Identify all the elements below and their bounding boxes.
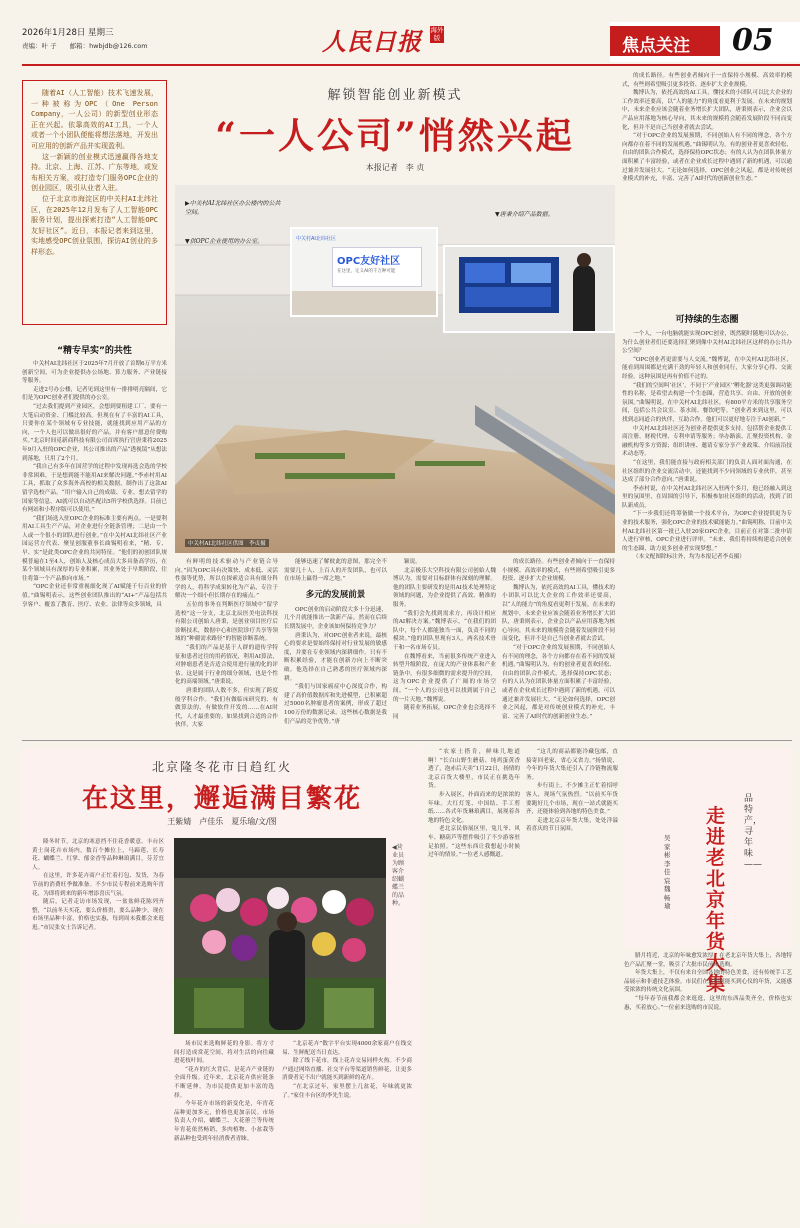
paragraph: 的成长路径。有些创业者倾向于一直保持小规模、高效率的模式，有些则希望吸引更多投资、逐步扩大企业规模。 bbox=[502, 559, 615, 583]
paragraph: 随后，记者走访市场发现，一盆盆鲜花陈列齐整，“以前冬天买花，要么价格贵，要么品种少。现在市场里品种丰富，价格也实惠，每到周末我都会来逛逛。”市民张女士告诉记者。 bbox=[32, 899, 164, 931]
paragraph: “我们场选入驻OPC企业的标准主要有两点。一是要利用AI工具生产产品，对企业进行全链条管理；二是由一个人或一个很小的团队进行创业。”在中关村AI北纬社区产业园运营方代表、聚星创服董事长曲锡明看来，“精、专、早、实”是此类OPC企业的共同特征。“他们的初创团队规模普遍在1至4人，创始人及核心成员大多具备高学历，在某个领域具有深厚的专业积累，其业务处于早期阶段，往往将第一个产品推向市场。” bbox=[22, 515, 167, 582]
section-tag bbox=[610, 26, 720, 56]
display-screen bbox=[459, 257, 559, 313]
presenter-figure bbox=[573, 265, 595, 333]
paragraph: 场市民来选购鲜花的身影。将方寸间打造成赏花空间，将对生活的向往藏进花枝叶间。 bbox=[174, 1041, 274, 1065]
section-banner bbox=[610, 22, 800, 62]
section-label: 焦点关注 bbox=[622, 36, 690, 56]
flower-stall-illustration bbox=[174, 838, 386, 1034]
section-heading: “精专早实”的共性 bbox=[57, 346, 132, 356]
feature-byline: 王紫婧 卢佳乐 夏乐瑜/文/图 bbox=[167, 817, 277, 826]
paragraph: （本文配图除标注外，均为本报记者李贞摄） bbox=[633, 554, 745, 561]
market-kicker: 品特产，寻年味—— bbox=[744, 794, 763, 870]
summary-box bbox=[22, 80, 167, 325]
paragraph: 中关村AI北纬社区于2025年7月开放了首期6万平方米创新空间，可为企业提供办公场地、算力服务、产业链接等服务。 bbox=[22, 361, 167, 385]
paragraph: “北京花卉”数字平台实现4000余家商户在线交易、生鲜配送当日直达。 bbox=[282, 1041, 412, 1056]
feature-title: 在这里，邂逅满目繁花 bbox=[81, 784, 362, 814]
paragraph: “花卉的红火背后，是花卉产业链的全面升级。近年来，北京花卉供应链条不断延伸，为市民提供更加丰富的选择。 bbox=[174, 1066, 274, 1099]
logo-text: 人民日报 bbox=[322, 27, 422, 56]
paragraph: 唐秉认为，对OPC创业者来说，最核心的要求是要始终保持对行业发展的敏感度，并要在专业领域内深耕细作。只有不断积累经验，才能在创新方向上不断突破。他选择在自己熟悉的医疗领域内深耕。 bbox=[284, 632, 387, 682]
paragraph: 能够迅速了解彼此的意图，那完全不需要几十人、上百人的开发团队，也可以在市场上赢得一席之地。” bbox=[284, 559, 387, 583]
summary-paragraph: 位于北京市海淀区的中关村AI北纬社区，在2025年12月发布了人工智能OPC服务计划，提出探索打造“人工智能OPC友好社区”。近日，本报记者来到这里，实地感受OPC创业氛围，探访AI创业的多样形态。 bbox=[31, 194, 158, 256]
lead-column-5 bbox=[502, 558, 615, 732]
paragraph: 隆冬时节，北京的寒意挡不住花香暖意。丰台区黄土岗花卉市场内，数百个摊位上，马蹄莲、长寿花、蝴蝶兰、红掌、郁金香等品种琳琅满目，芬芳宜人。 bbox=[32, 839, 164, 871]
feature-column-1 bbox=[32, 838, 164, 1218]
paragraph: 李赤村说，在中关村AI北纬社区入驻两个多月，他已经融入到这里的氛围里，在周围的引导下，积极参加社区组织的活动，找到了团队新成员。 bbox=[622, 485, 792, 509]
paragraph: 步行街上，不少摊主正忙着招呼客人，现场气氛热烈。“以前买年货要跑好几个市场，现在一站式就能买齐，还能体验到各地的特色美食。” bbox=[526, 783, 618, 816]
photo-caption-3: ▼唐秉介绍产品数据。 bbox=[495, 211, 554, 218]
paragraph: 步入展区，扑面而来的是浓浓的年味。大红灯笼、中国结、手工剪纸……各式年货琳琅满目，展现着各地的特色文化。 bbox=[428, 791, 520, 824]
paragraph: 唐秉的团队人数不多，但实现了跨度般学科合作。“我们有做临床研究的、有做算法的、有做软件开发的……在AI时代，人才最重要的。如果找到合适的合作伙伴，大家 bbox=[175, 687, 278, 729]
paragraph: 走进北京京年货大集，处处洋溢着喜庆的节日氛围。 bbox=[526, 817, 618, 833]
byline: 本报记者 李 贞 bbox=[365, 163, 425, 172]
newspaper-logo bbox=[322, 22, 472, 56]
paragraph: “农家土搭肯，鲜味儿地道啊！”长白山野生蘑菇、纯鸡蛋黄香透了，泡赤后天卖“1月22日，扬情的北京百货大楼里，市民正在挑选年货。 bbox=[428, 749, 520, 790]
headline-title: “一人公司”悄然兴起 bbox=[215, 115, 575, 157]
paragraph: 在这里，许多花卉商户正忙着打包、发货，为春节前的消费旺季做准备。不少市民专程前来选购年宵花，为即将到来的新年增添喜庆气氛。 bbox=[32, 873, 164, 897]
paragraph: “我们会先找到需求方，再设计相应的AI解决方案。”魏博表示，“在我们的团队中，每个人都能独当一面，负责不同的模块。”他的团队里现有3人，两名技术骨干和一名市场专员。 bbox=[393, 610, 496, 651]
paragraph: “这儿的商品都能冷藏包邮，直接寄回老家，省心又省力。”扬情说，今年的年货大集还引入了冷链物流服务。 bbox=[526, 749, 618, 781]
paragraph: “我自己有多年在国营学的过程中发现再选会选的学校非常困难，于是想到能不能用AI来解决问题。”李赤村用AI工具，抓取了众多海外高校的相关数据，制作出了这款AI留学选校产品。“用户输入自己的成绩、专业、想去留学的国家等信息，AI就可以自动匹配出5所学校供选择。目前已有网站和小程序版可以使用。” bbox=[22, 464, 167, 514]
screen-tagline: 在这里，定义AI的千万种可能 bbox=[337, 269, 396, 274]
masthead-rule bbox=[22, 64, 800, 66]
paragraph: 五位的事务在判断医疗领域中“留学选校”这一分支，北京北辰医美电法科技有限公司创始人唐秉，是创业项目医疗后诊断技术，数据中心和医院诊疗共享等领域的“种疆需求路径”的智能诊断系统。 bbox=[175, 601, 278, 643]
market-column-3 bbox=[624, 952, 792, 1224]
paragraph: 中关村AI北纬社区还为创业者提供更多支持，包括帮企业提供工商注册、财税代理、专利申请等服务；举办路演、汇聚投资机构、金融机构等多方资源；组织讲座、邀请专家分享产业政策、介绍前沿技术动态等。 bbox=[622, 425, 792, 458]
market-column-1 bbox=[428, 748, 520, 1224]
photo-credit: 中关村AI北纬社区供图 李贞摄 bbox=[185, 539, 269, 547]
paragraph: 一个人，一台电脑就能实现OPC创业，既然随时随地可以办公，为什么创业者们还要选择汇聚到像中关村AI北纬社区这样的办公共办公空间？ bbox=[622, 331, 792, 355]
lead-headline bbox=[175, 80, 615, 180]
paragraph: OPC创业的启动阶段大多十分迅速，几个月就能推出一款新产品。然而在后续长期发展中，企业该如何保持竞争力？ bbox=[284, 606, 387, 630]
summary-paragraph: 随着AI（人工智能）技术飞速发展，一种被称为OPC（One Person Company，一人公司）的新型创业形态正在兴起。依靠高效的AI工具，一个人或者一个小团队便能将想法落地，开发出可应用的创新产品并实现盈利。 bbox=[31, 89, 158, 150]
lead-photo bbox=[175, 185, 615, 553]
market-title: 走进老北京年货大集 bbox=[706, 805, 726, 995]
feature-story-panel bbox=[22, 748, 422, 1224]
lead-column-2 bbox=[175, 558, 278, 732]
paragraph: 颖说。 bbox=[404, 559, 421, 565]
feature-column-2 bbox=[174, 1040, 274, 1218]
kicker: 解锁智能创业新模式 bbox=[327, 88, 463, 103]
paragraph: 在魏博看来，当前很多传统产业进入转型升级阶段，在庞大的产业体系和产业链条中，有很多细微的需求提升的空间，这为OPC企业提供了广阔的市场空间。“一个人的公司也可以找到属于自己的一片天地。”魏博说。 bbox=[393, 653, 496, 703]
paragraph: “对于OPC企业的发展预期，不同创始人有不同的理念，各个方向都存在着不同的发展机遇。”曲锡明认为，有的创业者更喜欢轻松、自由的团队合作模式，选择保持OPC状态；有的人认为在团队体量方面积累了丰富经验，或者在企业成长过程中遇到了新的机遇，可以通过兼并发展壮大。“无论如何选择，OPC创业之风起，都是对传统创业模式的补充，丰富、完善了AI时代的创新创业生态。” bbox=[622, 133, 792, 183]
lead-column-4 bbox=[393, 558, 496, 732]
flower-photo-caption: ◀营业员为顾客介绍蝴蝶兰的品种。 bbox=[392, 844, 405, 907]
paragraph: 的成长路径。有些创业者倾向于一直保持小规模、高效率的模式，有些则希望吸引更多投资、逐步扩大企业规模。 bbox=[622, 73, 792, 88]
inset-photo-office bbox=[290, 227, 438, 317]
feature-kicker: 北京隆冬花市日趋红火 bbox=[151, 760, 292, 774]
page-number: 05 bbox=[732, 23, 774, 58]
paragraph: “OPC创业者更需要与人交流。”魏博说，在中关村AI北纬社区，能看到周围都是充满干劲的年轻人和创业同行，大家分享心得、交流经验。这种氛围是再有价值不过的。 bbox=[622, 356, 792, 380]
photo-caption-2: ▼供OPC企业使用的办公室。 bbox=[185, 238, 264, 245]
summary-paragraph: 这一新颖的创业模式迅速赢得各地支持。北京、上海、江苏、广东等地，或发布相关方案，或打造专门服务OPC企业的创业园区，吸引从业者入驻。 bbox=[31, 152, 158, 193]
paragraph: 有鲜明的技术驱动与产业链合导向。”因为OPC具有决策快、成本低、灵活性强等优势，所以在探索适合具有细分科学的人，将科学成果转化为产品，专注于解决一个细小但长期存在的痛点。” bbox=[175, 559, 278, 600]
paragraph: 走进2号办公楼，记者见到这里有一排排明亮隔间，它们是为OPC创业者们提供的办公室。 bbox=[22, 386, 167, 402]
paragraph: “我们与国家癌症中心深度合作，构建了高价值数据库和先进模型，已积累超过5000名肿瘤患者的案例，形成了超过100万份的数据记录。这些核心数据是我们产品的竞争优势。”唐 bbox=[284, 684, 387, 725]
editor-line: 责编：叶 子 邮箱：hwbjdb@126.com bbox=[22, 42, 148, 50]
paragraph: 除了线下花市，线上花卉交易同样火热。不少商户通过网络直播、社交平台等渠道销售鲜花，让更多消费者足不出户就能买到新鲜的花卉。 bbox=[282, 1058, 412, 1082]
lead-column-6-top bbox=[622, 72, 792, 300]
story-divider bbox=[22, 740, 792, 741]
paragraph: 年货大集上，不仅有来自全国各地的特色美食，还有传统手工艺品展示和非遗技艺体验。市民们在这里既能买到心仪的年货，又能感受浓浓的传统文化氛围。 bbox=[624, 970, 792, 994]
paragraph: “我们的产品是基于人群的遗传学特征和患者过往的用药情况，利用AI算法，对肿瘤患者是否适合使用进行量的化的评估。这是属于行业的细分领域，也是个性化的高端领域。”唐秉说。 bbox=[175, 644, 278, 686]
screen-sign bbox=[332, 247, 422, 287]
flower-market-photo bbox=[174, 838, 386, 1034]
screen-title: OPC友好社区 bbox=[337, 256, 401, 267]
lead-column-1 bbox=[22, 360, 167, 732]
paragraph: “下一步我们还将筹备做一个技术平台，为OPC企业提供更为专业的技术服务，强化OPC企业的技术赋能能力。”曲锡明称，目前中关村AI北纬社区第一批已入驻20家OPC企业，目前正在对第二批申请人进行审核，OPC企业进行评审。“未来，我们将持续构建适合创业的生态圈，助力更多创业者实现梦想。” bbox=[622, 511, 792, 552]
issue-date: 2026年1月28日 星期三 bbox=[22, 28, 114, 38]
market-column-2 bbox=[526, 748, 618, 1224]
photo-caption-1: ▶中关村AI北纬社区办公楼内的公共空间。 bbox=[185, 200, 281, 216]
paragraph: 随着业务拓展，OPC企业也会选择不同 bbox=[393, 705, 496, 720]
paragraph: 北京极乐大空科技有限公司创始人魏博认为，需要对目标群体有深刻的理解。他的团队主要研发的是用AI技术处理特定领域的问题，为企业提供了高效、精准的服务。 bbox=[393, 567, 496, 608]
market-byline: 吴家彬 李佳宸 魏畅瑜 bbox=[664, 834, 677, 910]
community-sign: 中关村AI北纬社区 bbox=[296, 236, 336, 242]
paragraph: 魏博认为，依托高效的AI工具，懂技术的小团队可以比大企业的工作效率还要高，以“人的能力”的角度看更利于发展。在未来的规划中，未来企业应该会随着业务增长扩大团队，唐秉则表示，企业会以产品应用落地为核心导向，其未来的规模将会随着发展阶段不同而变化，但并不是自己当创业者就去尝试。 bbox=[622, 90, 792, 131]
paragraph: “在这里，我们能直接与政府相关部门的负责人面对面沟通，在社区组织的企业交流活动中，还能找到不少同领域的专业伙伴，甚至达成了部分合作意向。”唐秉说。 bbox=[622, 459, 792, 484]
feature-column-3 bbox=[282, 1040, 412, 1218]
paragraph: 魏博认为，依托高效的AI工具，懂技术的小团队可以比大企业的工作效率还要高，以“人的能力”的角度看更利于发展。在未来的规划中，未来企业应该会随着业务增长扩大团队，唐秉则表示，企业会以产品应用落地为核心导向，其未来的规模将会随着发展阶段不同而变化，但并不是自己当创业者就去尝试。 bbox=[502, 584, 615, 643]
paragraph: “过去我们提到产业园区，会想到要租建工厂、要有一大笔启动资金、门槛比较高。但现在有了丰富的AI工具，只要你在某个领域有专业技能，就能找到应用产品的方向，一个人也可以做出很好的产品，并有客户愿意付费购买。”北京时间觅新商科技有限公司首席执行官唐秉将2025年9月入驻的OPC企业，其公司推出的产品“透视镜”从想法到落地，只用了2个月。 bbox=[22, 403, 167, 462]
paragraph: 老北京民俗展区里，兔儿爷、风车、糖葫芦等摆件吸引了不少游客驻足拍照。“这些东西让我想起小时候过年的情景。”一位老人感慨道。 bbox=[428, 826, 520, 859]
section-heading: 多元的发展前景 bbox=[305, 589, 366, 600]
paragraph: “在北京过年，家里摆上几盆花，年味就更浓了。”家住丰台区的李先生说。 bbox=[282, 1083, 412, 1099]
lead-column-6 bbox=[622, 330, 792, 732]
paragraph: 腊月将近，北京的年味愈发浓厚。在老北京年货大集上，各地特色产品汇聚一堂，吸引了大批市民前来选购。 bbox=[624, 953, 792, 968]
paragraph: “OPC企业还非常重视细化现了AI赋能千行百业的价值。”曲锡明表示，这些创业团队推出的“AI+”产品包括共享客户、覆盖了教育、医疗、农业、法律等众多领域，具 bbox=[22, 584, 167, 608]
paragraph: “每年春节前我都会来逛逛，这里的东西品类齐全，价格也实惠，买着放心。”一位前来选购的市民说。 bbox=[624, 995, 792, 1011]
edition-stamp: 海外版 bbox=[430, 26, 444, 42]
section-heading: 可持续的生态圈 bbox=[675, 315, 739, 325]
paragraph: “我们的空间叫‘社区’，不同于‘产业园区’‘孵化器’这类更强调功能性的名称，是希望去构建一个生态圈，营造共享、自由、开放的创业氛围。”曲锡明说。在中关村AI北纬社区，有800平方米的共享服务空间，包括公共会议室、茶水间、餐饮吧等。“创业者来到这里，可以找到志同道合的伙伴，互助合作。他们可以更好地专注于AI创新。” bbox=[622, 382, 792, 423]
paragraph: 今年花卉市场的新变化是，年宵花品种更加多元，价格也更加亲民。市场负责人介绍，蝴蝶兰、大花蕙兰等传统年宵花依然畅销，多肉植物、小盆栽等新品种也受到年轻消费者青睐。 bbox=[174, 1101, 274, 1142]
masthead bbox=[0, 0, 800, 66]
paragraph: “对于OPC企业的发展预期，不同创始人有不同的理念，各个方向都存在着不同的发展机遇。”曲锡明认为，有的创业者更喜欢轻松、自由的团队合作模式，选择保持OPC状态；有的人认为在团队体量方面积累了丰富经验，或者在企业成长过程中遇到了新的机遇，可以通过兼并发展壮大。“无论如何选择，OPC创业之风起，都是对传统创业模式的补充，丰富、完善了AI时代的创新创业生态。” bbox=[502, 644, 615, 720]
lead-column-3 bbox=[284, 558, 387, 732]
inset-photo-presenter bbox=[443, 245, 615, 333]
